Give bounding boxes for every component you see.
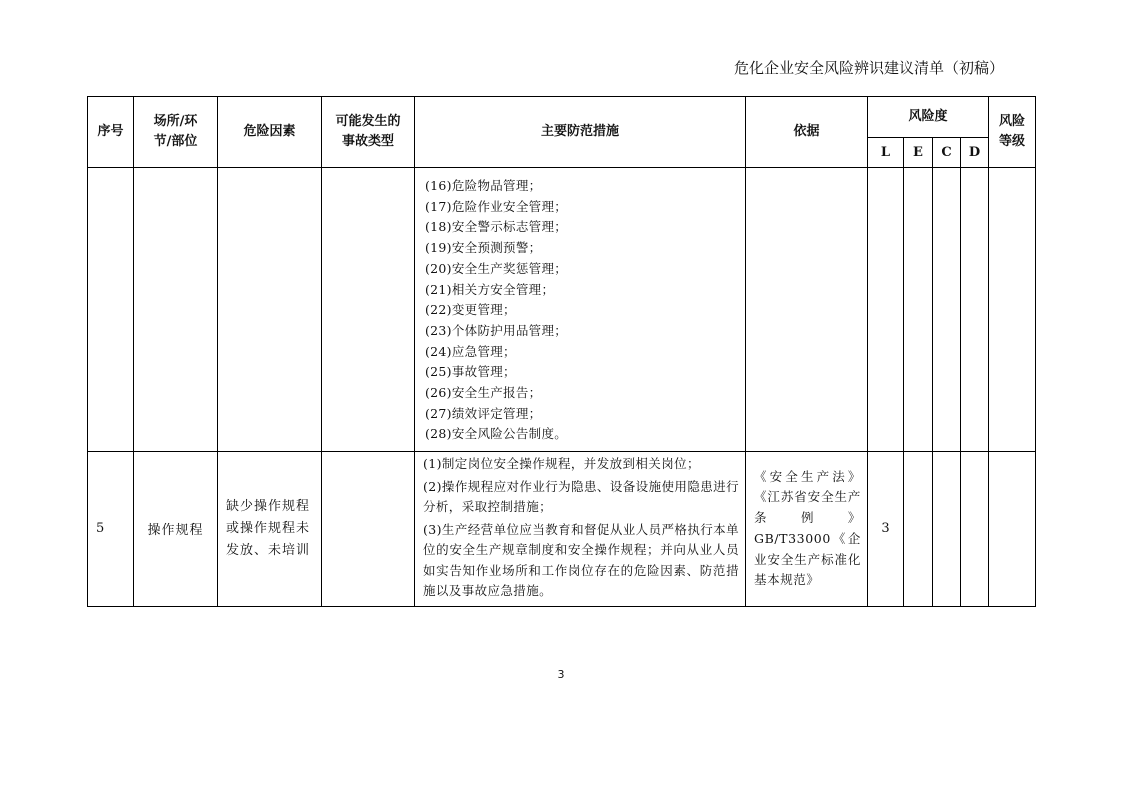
header-measures: 主要防范措施: [415, 97, 746, 168]
row5-E-value: [904, 452, 933, 607]
measure-item: (25)事故管理；: [425, 364, 516, 380]
header-C: C: [933, 138, 961, 168]
header-basis: 依据: [746, 97, 868, 168]
cont-location-cell: [134, 168, 218, 452]
table-row-continuation: [88, 168, 1036, 452]
header-location: [134, 97, 218, 168]
header-seq: 序号: [88, 97, 134, 168]
measure-item: (19)安全预测预警；: [425, 240, 542, 256]
cont-hazard-cell: [218, 168, 322, 452]
cont-C-cell: [933, 168, 961, 452]
cont-accident-cell: [322, 168, 415, 452]
measure-item: (1)制定岗位安全操作规程，并发放到相关岗位；: [423, 456, 700, 472]
measure-item: (18)安全警示标志管理；: [425, 219, 568, 235]
header-hazard: 危险因素: [218, 97, 322, 168]
header-location-text: 场所/环节/部位: [153, 114, 198, 149]
measure-item: (26)安全生产报告；: [425, 385, 542, 401]
measure-item: (28)安全风险公告制度。: [425, 426, 568, 442]
measure-item: (27)绩效评定管理；: [425, 405, 542, 421]
measure-item: (16)危险物品管理；: [425, 178, 542, 193]
measure-item: (20)安全生产奖惩管理；: [425, 260, 568, 276]
header-accident-type: [322, 97, 415, 168]
row5-risk-level: [989, 452, 1036, 607]
row5-location: 操作规程: [134, 452, 218, 607]
cont-E-cell: [904, 168, 933, 452]
row5-D-value: [961, 452, 989, 607]
row5-L-value: 3: [868, 452, 904, 607]
cont-L-cell: [868, 168, 904, 452]
cont-risk-level-cell: [989, 168, 1036, 452]
header-accident-type-text: 可能发生的事故类型: [335, 114, 401, 149]
header-risk-level-text: 风险等级: [999, 114, 1026, 149]
document-header-title: 危化企业安全风险辨识建议清单（初稿）: [734, 59, 1005, 77]
table-row-5: [88, 452, 1036, 607]
header-L: L: [868, 138, 904, 168]
row5-C-value: [933, 452, 961, 607]
measure-item: (3)生产经营单位应当教育和督促从业人员严格执行本单位的安全生产规章制度和安全操作规程；并向从业人员如实告知作业场所和工作岗位存在的危险因素、防范措施以及事故应急措施。: [423, 521, 739, 599]
row5-hazard: 缺少操作规程或操作规程未发放、未培训: [218, 452, 322, 607]
measure-item: (17)危险作业安全管理；: [425, 198, 568, 214]
cont-seq-cell: [88, 168, 134, 452]
header-D: D: [961, 138, 989, 168]
page-number: 3: [557, 668, 565, 681]
measure-item: (24)应急管理；: [425, 343, 516, 359]
table-header-row: [88, 97, 1036, 138]
cont-measures-cell: [415, 168, 746, 452]
measure-item: (21)相关方安全管理；: [425, 281, 555, 297]
measure-item: (2)操作规程应对作业行为隐患、设备设施使用隐患进行分析，采取控制措施；: [423, 478, 739, 515]
row5-seq: 5: [88, 452, 134, 607]
row5-accident-type: [322, 452, 415, 607]
row5-basis: 《安全生产法》《江苏省安全生产条例》GB/T33000《企业安全生产标准化基本规范》: [746, 452, 868, 607]
measure-item: (23)个体防护用品管理；: [425, 322, 568, 338]
row5-measures-cell: [415, 452, 746, 607]
header-risk-level: [989, 97, 1036, 168]
header-risk-degree: 风险度: [868, 97, 989, 138]
risk-identification-table: [87, 96, 1036, 607]
cont-basis-cell: [746, 168, 868, 452]
measure-item: (22)变更管理；: [425, 302, 516, 318]
header-E: E: [904, 138, 933, 168]
cont-D-cell: [961, 168, 989, 452]
